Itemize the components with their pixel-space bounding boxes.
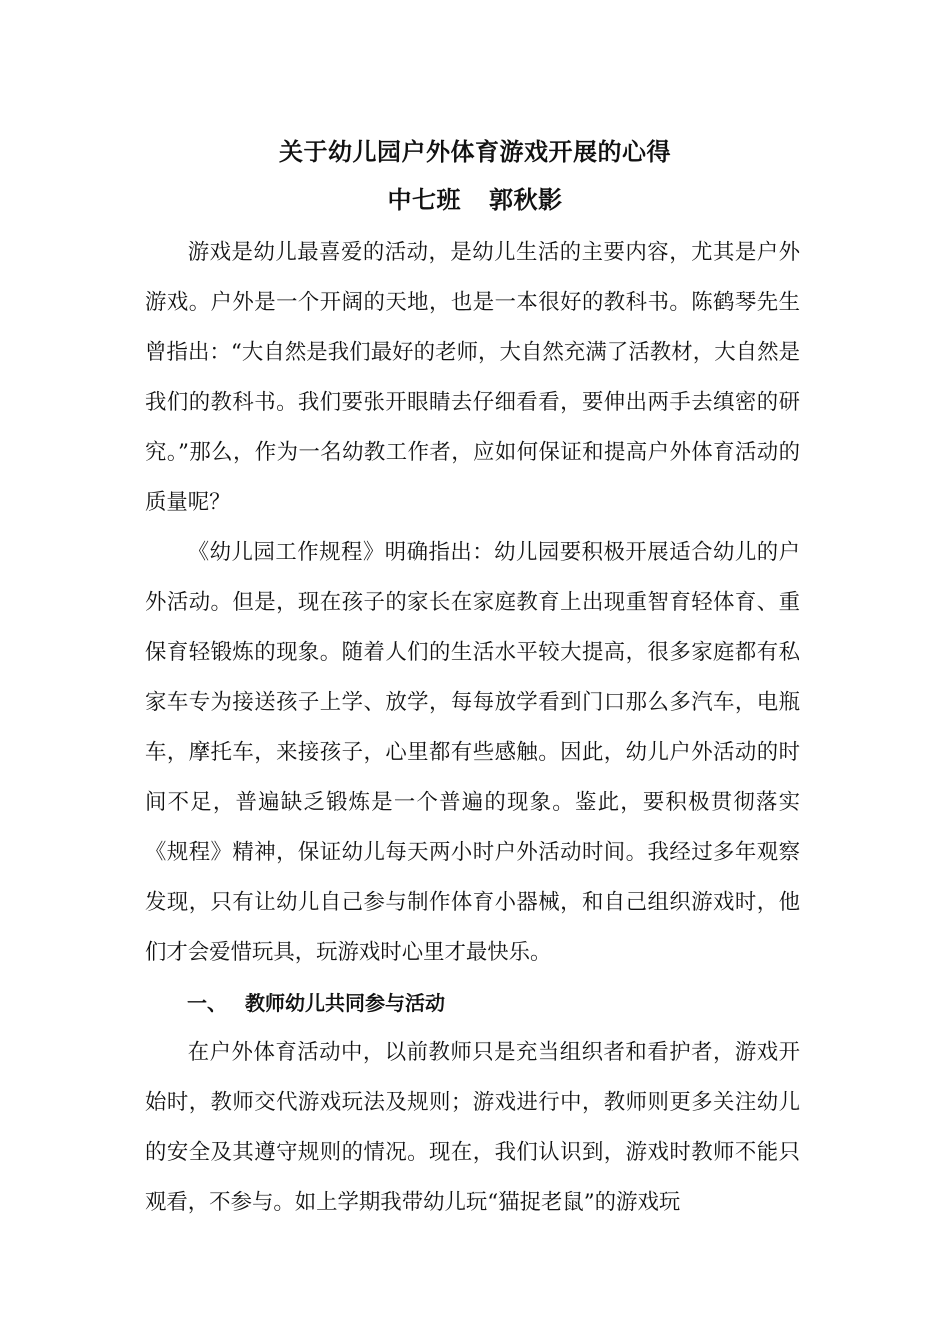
document-body xyxy=(145,228,800,1228)
paragraph-intro: 游戏是幼儿最喜爱的活动，是幼儿生活的主要内容，尤其是户外游戏。户外是一个开阔的天地，也是一本很好的教科书。陈鹤琴先生曾指出：“大自然是我们最好的老师，大自然充满了活教材，大自然是我们的教科书。我们要张开眼睛去仔细看看，要伸出两手去缜密的研究。”那么，作为一名幼教工作者，应如何保证和提高户外体育活动的质量呢？ xyxy=(145,240,800,515)
section-heading-text: 教师幼儿共同参与活动 xyxy=(245,991,445,1015)
author-name: 郭秋影 xyxy=(489,186,563,214)
author-class: 中七班 xyxy=(387,186,461,214)
paragraph-regulations: 《幼儿园工作规程》明确指出：幼儿园要积极开展适合幼儿的户外活动。但是，现在孩子的家长在家庭教育上出现重智育轻体育、重保育轻锻炼的现象。随着人们的生活水平较大提高，很多家庭都有私家车专为接送孩子上学、放学，每每放学看到门口那么多汽车，电瓶车，摩托车，来接孩子，心里都有些感触。因此，幼儿户外活动的时间不足，普遍缺乏锻炼是一个普遍的现象。鉴此，要积极贯彻落实《规程》精神，保证幼儿每天两小时户外活动时间。我经过多年观察发现，只有让幼儿自己参与制作体育小器械，和自己组织游戏时，他们才会爱惜玩具，玩游戏时心里才最快乐。 xyxy=(145,540,800,965)
paragraph-section1: 在户外体育活动中，以前教师只是充当组织者和看护者，游戏开始时，教师交代游戏玩法及规则；游戏进行中，教师则更多关注幼儿的安全及其遵守规则的情况。现在，我们认识到，游戏时教师不能只观看，不参与。如上学期我带幼儿玩“猫捉老鼠”的游戏玩 xyxy=(145,1040,800,1215)
section-number: 一、 xyxy=(187,991,227,1015)
document-title: 关于幼儿园户外体育游戏开展的心得 xyxy=(279,138,671,166)
section-heading xyxy=(145,978,800,1028)
author-line xyxy=(145,184,805,216)
